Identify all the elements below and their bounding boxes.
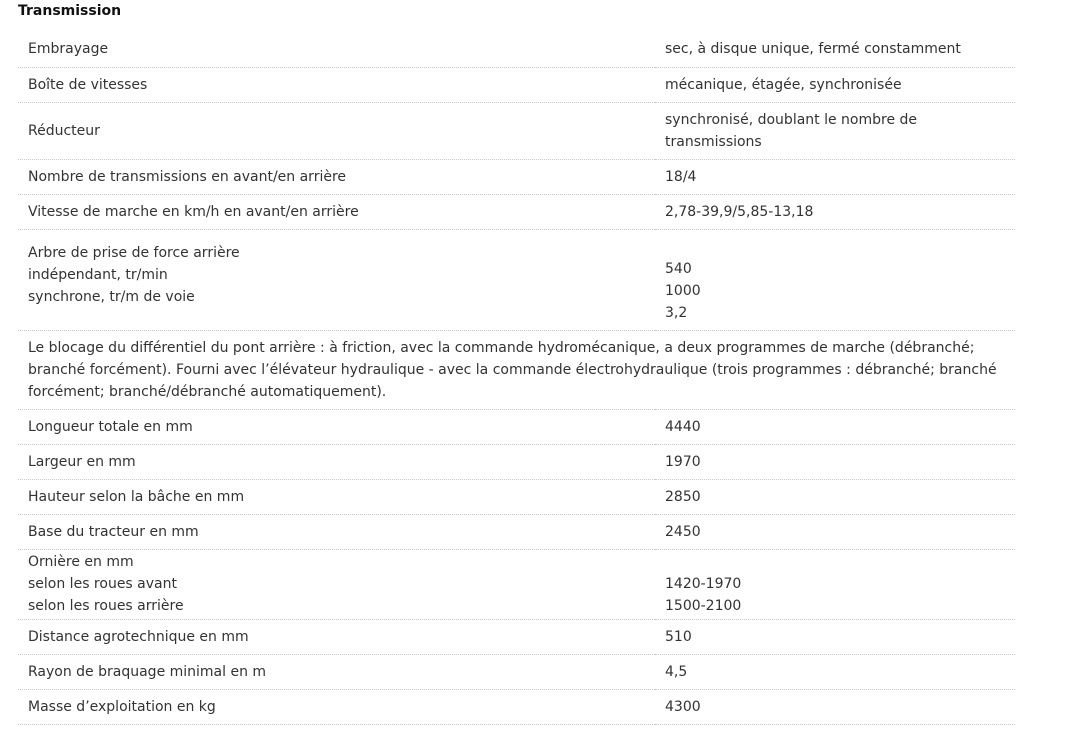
cell-line: indépendant, tr/min — [28, 266, 168, 283]
cell-line: 1000 — [665, 282, 701, 299]
cell-line: synchrone, tr/m de voie — [28, 288, 195, 305]
cell-line: mécanique, étagée, synchronisée — [665, 76, 902, 93]
spec-label — [18, 514, 655, 549]
table-row — [18, 229, 1015, 330]
spec-value — [655, 619, 1015, 654]
spec-label — [18, 409, 655, 444]
table-row — [18, 514, 1015, 549]
spec-value — [655, 32, 1015, 67]
cell-line: Ornière en mm — [28, 554, 134, 570]
table-row — [18, 32, 1015, 67]
cell-line: Embrayage — [28, 41, 109, 58]
spec-label — [18, 654, 655, 689]
cell-line: synchronisé, doublant le nombre de — [665, 111, 918, 128]
spec-label — [18, 479, 655, 514]
table-row — [18, 409, 1015, 444]
cell-line: Nombre de transmissions en avant/en arrière — [28, 168, 347, 185]
table-row — [18, 444, 1015, 479]
cell-line: Hauteur selon la bâche en mm — [28, 488, 245, 505]
cell-line: selon les roues arrière — [28, 598, 184, 614]
cell-line: transmissions — [665, 133, 762, 150]
cell-line: selon les roues avant — [28, 576, 177, 592]
cell-line: sec, à disque unique, fermé constamment — [665, 41, 961, 58]
spec-label — [18, 549, 655, 619]
cell-line: Réducteur — [28, 122, 100, 139]
cell-line: 18/4 — [665, 168, 697, 185]
spec-label — [18, 444, 655, 479]
table-row — [18, 194, 1015, 229]
cell-line: Boîte de vitesses — [28, 76, 148, 93]
spec-label — [18, 689, 655, 724]
table-row — [18, 619, 1015, 654]
spec-label — [18, 619, 655, 654]
table-row — [18, 67, 1015, 102]
table-row — [18, 549, 1015, 619]
cell-line: 4440 — [665, 418, 701, 435]
cell-line: Vitesse de marche en km/h en avant/en arrière — [28, 203, 359, 220]
spec-value — [655, 444, 1015, 479]
cell-line: forcément; branché/débranché automatiquement). — [28, 383, 387, 400]
cell-line: 510 — [665, 628, 692, 645]
spec-label — [18, 229, 655, 330]
cell-line: 3,2 — [665, 304, 688, 321]
spec-value — [655, 654, 1015, 689]
spec-value — [655, 479, 1015, 514]
table-row — [18, 330, 1015, 409]
cell-line: Arbre de prise de force arrière — [28, 244, 240, 261]
cell-line: 1420-1970 — [665, 576, 742, 592]
cell-line: 2,78-39,9/5,85-13,18 — [665, 203, 814, 220]
cell-line: 2450 — [665, 523, 701, 540]
cell-line: 4300 — [665, 698, 701, 715]
spec-value — [655, 159, 1015, 194]
spec-value — [655, 514, 1015, 549]
cell-line: 4,5 — [665, 663, 688, 680]
cell-line: branché forcément). Fourni avec l’élévateur hydraulique - avec la commande électrohydraulique (trois programmes : débranché; branché — [28, 361, 997, 378]
spec-label — [18, 159, 655, 194]
spec-table-body — [18, 32, 1015, 724]
spec-label — [18, 32, 655, 67]
spec-value — [655, 194, 1015, 229]
table-row — [18, 654, 1015, 689]
spec-value — [655, 409, 1015, 444]
cell-line: 1970 — [665, 453, 701, 470]
table-row — [18, 159, 1015, 194]
table-row — [18, 689, 1015, 724]
spec-label — [18, 67, 655, 102]
section-title: Transmission — [18, 3, 122, 19]
note-cell — [18, 330, 1015, 409]
cell-line: Le blocage du différentiel du pont arrière : à friction, avec la commande hydromécanique, a deux programmes de marche (débranché; — [28, 339, 975, 356]
table-row — [18, 479, 1015, 514]
cell-line: Rayon de braquage minimal en m — [28, 663, 267, 680]
cell-line: Largeur en mm — [28, 453, 136, 470]
spec-value — [655, 689, 1015, 724]
cell-line: Longueur totale en mm — [28, 418, 193, 435]
spec-label — [18, 102, 655, 159]
cell-line: 1500-2100 — [665, 598, 742, 614]
table-row — [18, 102, 1015, 159]
spec-value — [655, 102, 1015, 159]
cell-line: 540 — [665, 260, 692, 277]
cell-line: Distance agrotechnique en mm — [28, 628, 249, 645]
spec-value — [655, 549, 1015, 619]
spec-label — [18, 194, 655, 229]
spec-value — [655, 67, 1015, 102]
cell-line: Masse d’exploitation en kg — [28, 698, 216, 715]
cell-line: Base du tracteur en mm — [28, 523, 199, 540]
spec-table — [18, 32, 1015, 725]
cell-line: 2850 — [665, 488, 701, 505]
spec-value — [655, 229, 1015, 330]
